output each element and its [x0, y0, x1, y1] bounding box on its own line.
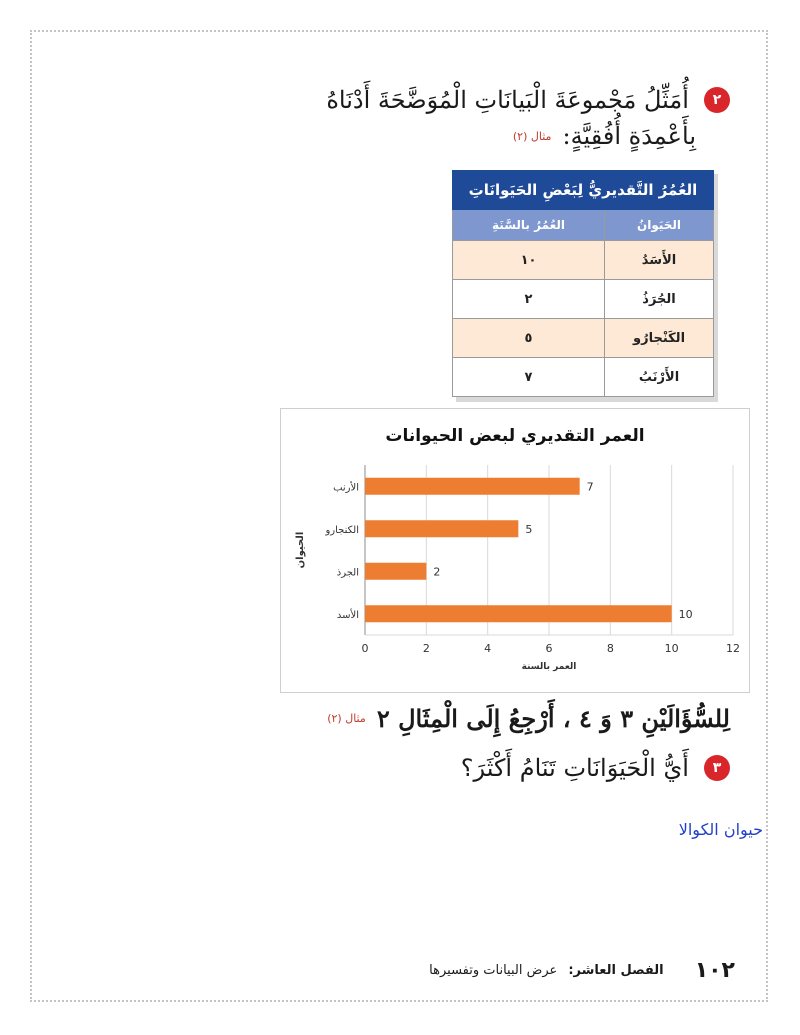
- table-cell-age: ٥: [453, 319, 605, 358]
- table-row: [453, 241, 714, 280]
- table-cell-age: ١٠: [453, 241, 605, 280]
- bar: [365, 478, 580, 495]
- table-header-animal: الحَيَوانُ: [605, 210, 714, 241]
- bar: [365, 563, 426, 580]
- chart-title: العمر التقديري لبعض الحيوانات: [385, 426, 645, 446]
- instruction-reference: مثال (٢): [327, 712, 366, 725]
- x-tick-label: 4: [484, 642, 492, 655]
- table-cell-animal: الأَرْنَبُ: [605, 358, 714, 397]
- x-tick-label: 8: [606, 642, 614, 655]
- instruction-line: [327, 704, 730, 733]
- question-1-text-line-2: بِأَعْمِدَةٍ أُفُقِيَّةٍ:: [562, 122, 696, 150]
- table-cell-age: ٧: [453, 358, 605, 397]
- table-header-age: العُمُرُ بالسَّنَةِ: [453, 210, 605, 241]
- question-number-badge: ٢: [704, 87, 730, 113]
- page-number: ١٠٢: [694, 958, 735, 983]
- question-2-line: [461, 754, 730, 782]
- instruction-text: لِلسُّؤَالَيْنِ ٣ وَ ٤ ، أَرْجِعُ إِلَى الْمِثَالِ ٢: [376, 704, 730, 733]
- question-1-text-line-1: أُمَثِّلُ مَجْموعَةَ الْبَيانَاتِ الْمُوَضَّحَةَ أَدْنَاهُ: [326, 86, 689, 114]
- chapter-label: الفصل العاشر:: [568, 963, 664, 978]
- data-label: 10: [678, 607, 693, 621]
- x-tick-label: 12: [726, 642, 740, 655]
- bar: [365, 605, 672, 622]
- x-axis-title: العمر بالسنة: [521, 662, 577, 672]
- question-1-line-1: [326, 86, 730, 114]
- data-label: 5: [525, 522, 533, 536]
- table-cell-animal: الأَسَدُ: [605, 241, 714, 280]
- x-tick-label: 6: [545, 642, 553, 655]
- x-tick-label: 2: [422, 642, 430, 655]
- y-tick-label: الكنجارو: [325, 524, 359, 536]
- question-1-line-2: [513, 122, 696, 150]
- y-axis-title: الحيوان: [295, 531, 306, 569]
- table-cell-animal: الكَنْجارُو: [605, 319, 714, 358]
- y-tick-label: الجرذ: [336, 567, 359, 579]
- bar-chart: [280, 408, 750, 693]
- y-tick-label: الأسد: [336, 609, 359, 621]
- chart-svg: [281, 409, 749, 692]
- table-cell-age: ٢: [453, 280, 605, 319]
- question-number-badge: ٣: [704, 755, 730, 781]
- data-label: 2: [433, 565, 441, 579]
- example-reference: مثال (٢): [512, 129, 552, 143]
- x-tick-label: 0: [361, 642, 369, 655]
- table-row: [453, 319, 714, 358]
- chapter-title: عرض البيانات وتفسيرها: [429, 963, 558, 978]
- data-label: 7: [586, 480, 594, 494]
- table-row: [453, 280, 714, 319]
- x-tick-label: 10: [664, 642, 679, 655]
- answer-text[interactable]: حيوان الكوالا: [678, 820, 763, 839]
- bar: [365, 520, 518, 537]
- table-cell-animal: الجُرَذُ: [605, 280, 714, 319]
- y-tick-label: الأرنب: [333, 482, 359, 494]
- page-footer: [429, 958, 735, 983]
- table-row: [453, 358, 714, 397]
- question-2-text: أَيُّ الْحَيَوَانَاتِ تَنَامُ أَكْثَرَ؟: [460, 754, 689, 782]
- table-title: العُمُرُ التَّقديريُّ لِبَعْضِ الحَيَوانَاتِ: [453, 171, 714, 210]
- data-table: [452, 170, 714, 397]
